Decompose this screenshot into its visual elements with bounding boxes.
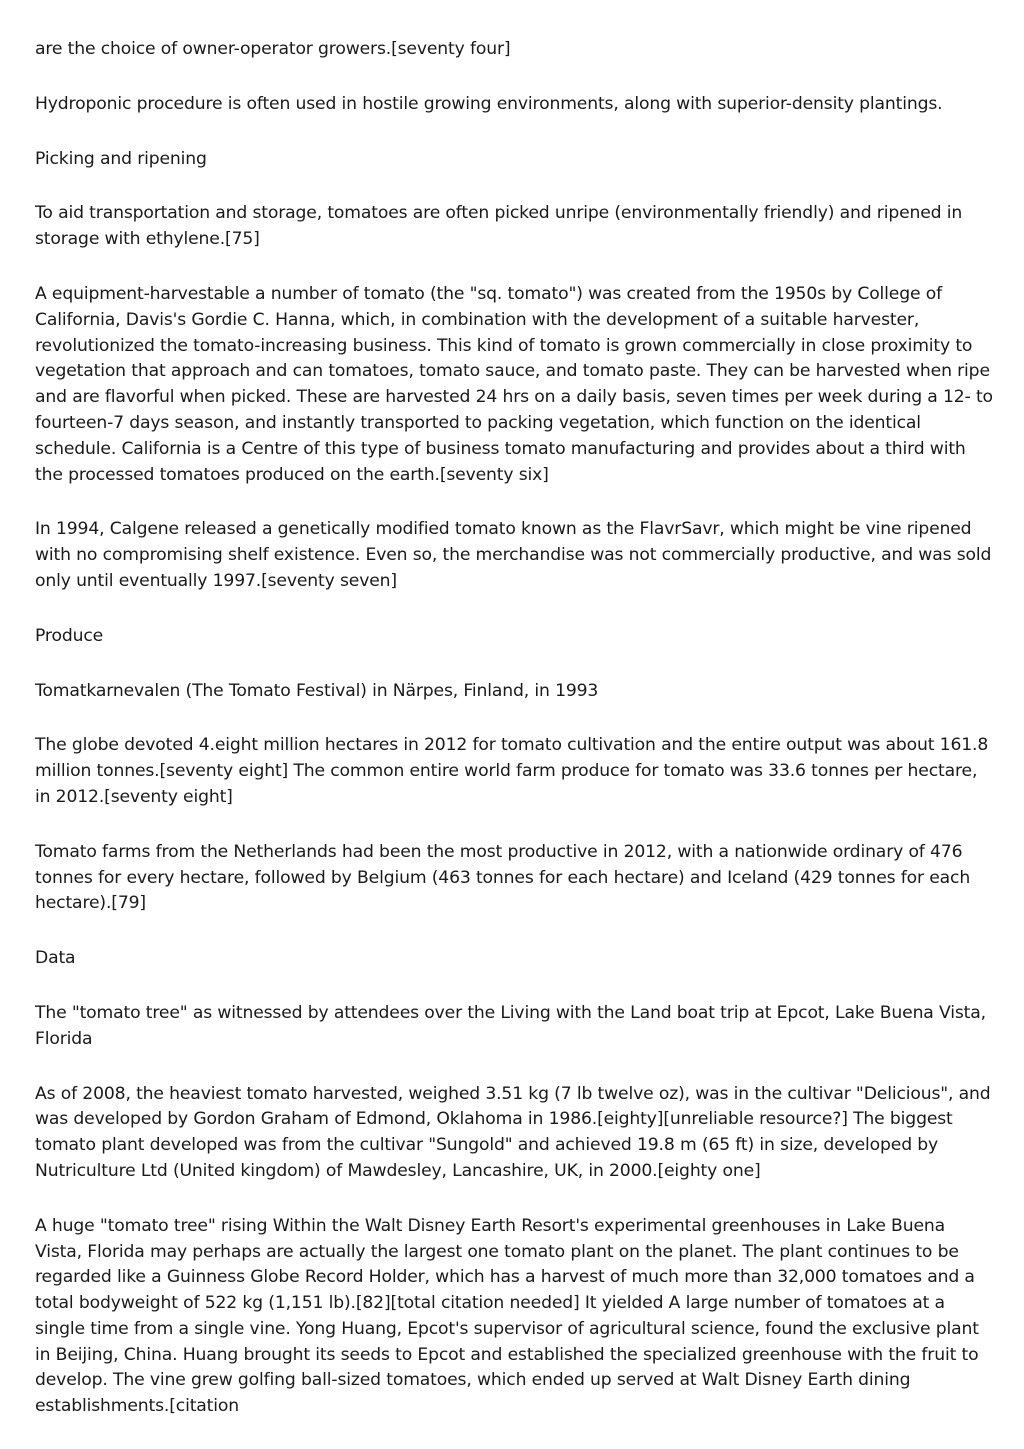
paragraph-transportation: To aid transportation and storage, tomatoes are often picked unripe (environmentally friendly) and ripened in storage with ethylene.[75]	[35, 203, 963, 250]
section-heading-data: Data	[35, 948, 76, 969]
paragraph-global-output: The globe devoted 4.eight million hectares in 2012 for tomato cultivation and the entire output was about 161.8 million tonnes.[seventy eight] The common entire world farm produce for tomato was 33.6 tonnes per hectare, in 2012.[seventy eight]	[35, 735, 989, 807]
paragraph-hydroponic: Hydroponic procedure is often used in hostile growing environments, along with superior-density plantings.	[35, 93, 943, 114]
section-heading-produce: Produce	[35, 625, 104, 646]
paragraph-square-tomato: A equipment-harvestable a number of tomato (the "sq. tomato") was created from the 1950s by College of California, Davis's Gordie C. Hanna, which, in combination with the development of a suitable harvester, revolutionized the tomato-increasing business. This kind of tomato is grown commercially in close proximity to vegetation that approach and can tomatoes, tomato sauce, and tomato paste. They can be harvested when ripe and are flavorful when picked. These are harvested 24 hrs on a daily basis, seven times per week during a 12- to fourteen-7 days season, and instantly transported to packing vegetation, which function on the identical schedule. California is a Centre of this type of business tomato manufacturing and provides about a third with the processed tomatoes produced on the earth.[seventy six]	[35, 283, 993, 485]
image-caption-tomato-tree: The "tomato tree" as witnessed by attendees over the Living with the Land boat trip at Epcot, Lake Buena Vista, Florida	[35, 1002, 986, 1049]
paragraph-flavrsavr: In 1994, Calgene released a genetically modified tomato known as the FlavrSavr, which might be vine ripened with no compromising shelf existence. Even so, the merchandise was not commercially productive, and was sold only until eventually 1997.[seventy seven]	[35, 519, 992, 591]
paragraph-growers: are the choice of owner-operator growers.[seventy four]	[35, 39, 511, 59]
section-heading-picking-and-ripening: Picking and ripening	[35, 148, 207, 169]
paragraph-tomato-tree: A huge "tomato tree" rising Within the Walt Disney Earth Resort's experimental greenhouses in Lake Buena Vista, Florida may perhaps are actually the largest one tomato plant on the planet. The plant continues to be regarded like a Guinness Globe Record Holder, which has a harvest of much more than 32,000 tomatoes and a total bodyweight of 522 kg (1,151 lb).[82][total citation needed] It yielded A large number of tomatoes at a single time from a single vine. Yong Huang, Epcot's supervisor of agricultural science, found the exclusive plant in Beijing, China. Huang brought its seeds to Epcot and established the specialized greenhouse with the fruit to develop. The vine grew golfing ball-sized tomatoes, which ended up served at Walt Disney Earth dining establishments.[citation	[35, 1215, 979, 1417]
image-caption-tomato-festival: Tomatkarnevalen (The Tomato Festival) in Närpes, Finland, in 1993	[35, 680, 599, 701]
paragraph-heaviest-tomato: As of 2008, the heaviest tomato harvested, weighed 3.51 kg (7 lb twelve oz), was in the cultivar "Delicious", and was developed by Gordon Graham of Edmond, Oklahoma in 1986.[eighty][unreliable resource?] The biggest tomato plant developed was from the cultivar "Sungold" and achieved 19.8 m (65 ft) in size, developed by Nutriculture Ltd (United kingdom) of Mawdesley, Lancashire, UK, in 2000.[eighty one]	[35, 1083, 991, 1181]
paragraph-netherlands: Tomato farms from the Netherlands had been the most productive in 2012, with a nationwide ordinary of 476 tonnes for every hectare, followed by Belgium (463 tonnes for each hectare) and Iceland (429 tonnes for each hectare).[79]	[35, 841, 971, 914]
document-body	[35, 37, 993, 1420]
